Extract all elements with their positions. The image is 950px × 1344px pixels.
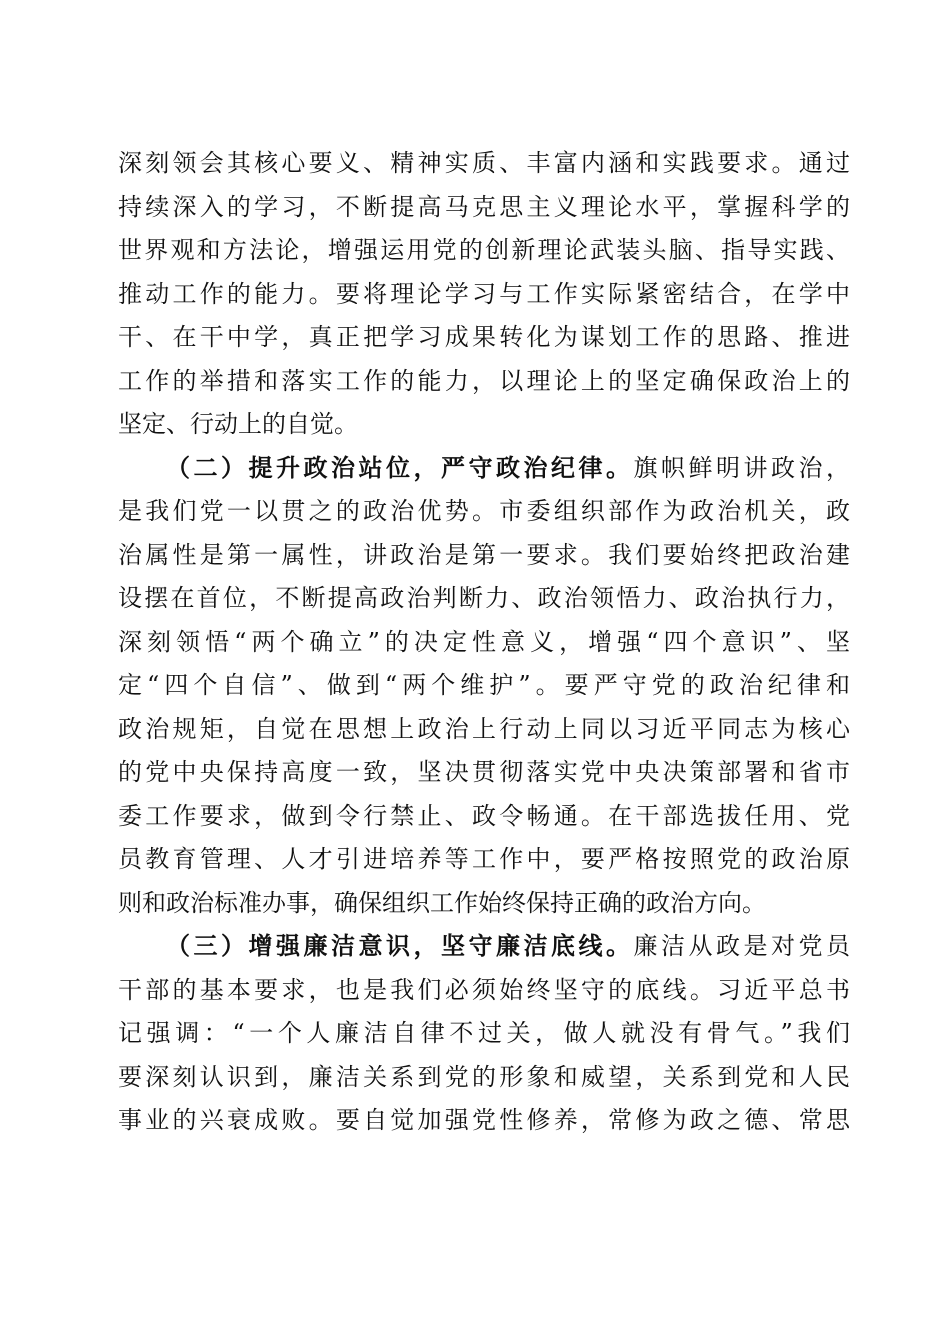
- paragraph-2-line: 委工作要求，做到令行禁止、政令畅通。在干部选拔任用、党: [118, 801, 850, 830]
- section-heading-3: （三）增强廉洁意识，坚守廉洁底线。: [166, 932, 634, 960]
- paragraph-2-line: 的党中央保持高度一致，坚决贯彻落实党中央决策部署和省市: [118, 758, 850, 786]
- paragraph-2-line: 员教育管理、人才引进培养等工作中，要严格按照党的政治原: [118, 845, 850, 873]
- paragraph-1-line: 持续深入的学习，不断提高马克思主义理论水平，掌握科学的: [118, 192, 850, 221]
- paragraph-2-line: 定“四个自信”、做到“两个维护”。要严守党的政治纪律和: [118, 671, 850, 699]
- paragraph-3-line: 记强调：“一个人廉洁自律不过关，做人就没有骨气。”我们: [118, 1019, 850, 1047]
- paragraph-1: [118, 142, 850, 447]
- paragraph-2-line: 设摆在首位，不断提高政治判断力、政治领悟力、政治执行力，: [118, 584, 850, 612]
- paragraph-2-line: 深刻领悟“两个确立”的决定性意义，增强“四个意识”、坚: [118, 627, 850, 656]
- paragraph-1-line: 工作的举措和落实工作的能力，以理论上的坚定确保政治上的: [118, 366, 850, 395]
- paragraph-1-line: 干、在干中学，真正把学习成果转化为谋划工作的思路、推进: [118, 323, 850, 351]
- paragraph-1-line: 世界观和方法论，增强运用党的创新理论武装头脑、指导实践、: [118, 236, 850, 264]
- paragraph-1-line: 坚定、行动上的自觉。: [118, 410, 358, 438]
- paragraph-2-line: 是我们党一以贯之的政治优势。市委组织部作为政治机关，政: [118, 497, 850, 525]
- paragraph-1-line: 推动工作的能力。要将理论学习与工作实际紧密结合，在学中: [118, 279, 850, 308]
- paragraph-1-line: 深刻领会其核心要义、精神实质、丰富内涵和实践要求。通过: [118, 149, 850, 177]
- paragraph-3-line: 事业的兴衰成败。要自觉加强党性修养，常修为政之德、常思: [118, 1106, 850, 1134]
- paragraph-3-line: 干部的基本要求，也是我们必须始终坚守的底线。习近平总书: [118, 975, 850, 1004]
- document-body: [118, 142, 850, 1143]
- paragraph-3-line: 要深刻认识到，廉洁关系到党的形象和威望，关系到党和人民: [118, 1062, 850, 1091]
- paragraph-2-line: 则和政治标准办事，确保组织工作始终保持正确的政治方向。: [118, 888, 766, 917]
- paragraph-3-first-line-text: 廉洁从政是对党员: [633, 932, 850, 960]
- paragraph-2-first-line-text: 旗帜鲜明讲政治，: [633, 453, 850, 482]
- paragraph-2-line: 政治规矩，自觉在思想上政治上行动上同以习近平同志为核心: [118, 714, 850, 743]
- paragraph-2-first-line: [118, 447, 850, 491]
- section-heading-2: （二）提升政治站位，严守政治纪律。: [166, 453, 634, 482]
- paragraph-2: [118, 447, 850, 926]
- paragraph-3: [118, 925, 850, 1143]
- paragraph-2-line: 治属性是第一属性，讲政治是第一要求。我们要始终把政治建: [118, 540, 850, 569]
- paragraph-3-first-line: [118, 925, 850, 969]
